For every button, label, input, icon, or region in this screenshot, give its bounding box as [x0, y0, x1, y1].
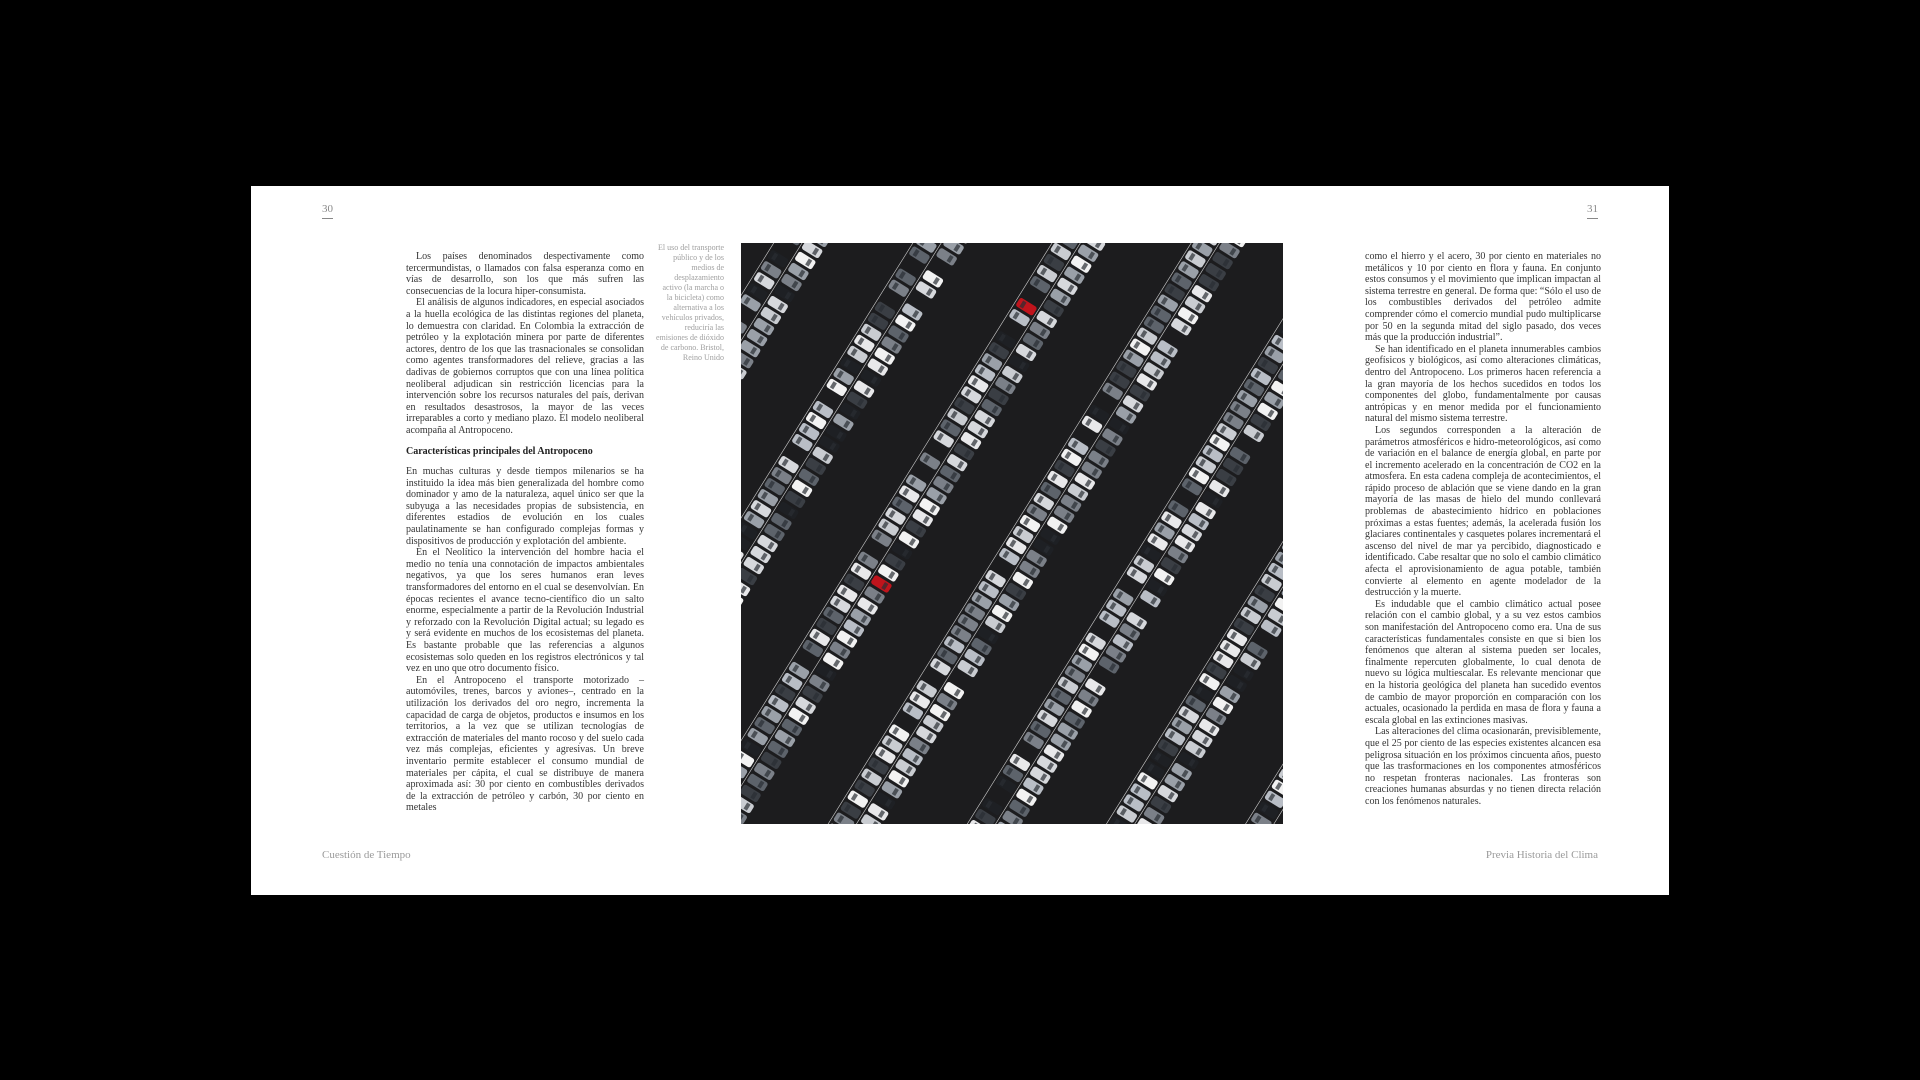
- paragraph: Las alteraciones del clima ocasionarán, previsiblemente, que el 25 por ciento de las especies existentes alcancen esa peligrosa situación en los próximos cincuenta años, puesto que las trasformaciones en los componentes atmosféricos no respetan fronteras nacionales. Las fronteras son creaciones humanas absurdas y no tienen directa relación con los fenómenos naturales.: [1365, 726, 1601, 807]
- page-number-left: 30: [322, 203, 333, 219]
- page-number-right: 31: [1587, 203, 1598, 219]
- paragraph: En muchas culturas y desde tiempos milenarios se ha instituido la idea más bien generalizada del hombre como dominador y amo de la naturaleza, aquel único ser que la subyuga a las necesidades propias de subsistencia, en diferentes estadios de evolución en los cuales paulatinamente se han configurado complejas formas y dispositivos de producción y explotación del ambiente.: [406, 466, 644, 547]
- parking-lot-aerial-photo: [741, 243, 1283, 824]
- paragraph: Es indudable que el cambio climático actual posee relación con el cambio global, y a su vez estos cambios son manifestación del Antropoceno como era. Una de sus características fundamentales consiste en que si bien los fenómenos que alteran al sistema pueden ser locales, finalmente repercuten globalmente, lo cual denota de nuevo su lógica multiescalar. Es relevante mencionar que en la historia geológica del planeta han sucedido eventos de cambio de mayor proporción en comparación con los actuales, ocasionado la perdida en masa de flora y fauna a escala global en las extinciones masivas.: [1365, 598, 1601, 726]
- section-heading: Características principales del Antropoceno: [406, 445, 593, 457]
- paragraph: como el hierro y el acero, 30 por ciento en materiales no metálicos y 10 por ciento en flora y fauna. En conjunto estos consumos y el movimiento que implican impactan al sistema terrestre en general. De forma que: “Sólo el uso de los combustibles derivados del petróleo admite comprender cómo el comercio mundial pudo multiplicarse por 50 en la segunda mitad del siglo pasado, dos veces más que la producción industrial”.: [1365, 251, 1601, 344]
- paragraph: El análisis de algunos indicadores, en especial asociados a la huella ecológica de las distintas regiones del planeta, lo demuestra con claridad. En Colombia la extracción de petróleo y la explotación minera por parte de diferentes actores, dentro de los que las trasnacionales se consolidan como agentes transformadores del relieve, gracias a las dadivas de gobiernos corruptos que con una línea política neoliberal adjudican sin restricción licencias para la intervención sobre los recursos naturales del país, derivan en resultados desastrosos, la mayor de las veces irreparables a corto y mediano plazo. El modelo neoliberal acompaña al Antropoceno.: [406, 297, 644, 436]
- paragraph: En el Neolítico la intervención del hombre hacia el medio no tenía una connotación de impactos ambientales negativos, ya que los seres humanos eran leves transformadores del entorno en el cual se desenvolvían. En épocas recientes el avance tecno-científico dio un salto enorme, especialmente a partir de la Revolución Industrial y reforzado con la Revolución Digital actual; su legado es y será evidente en muchos de los ecosistemas del planeta. Es bastante probable que las referencias a algunos ecosistemas solo queden en los registros electrónicos y tal vez en uno que otro documento físico.: [406, 547, 644, 675]
- paragraph: Los segundos corresponden a la alteración de parámetros atmosféricos e hidro-meteorológicos, así como de variación en el balance de energía global, en parte por el incremento acelerado en la concentración de CO2 en la atmosfera. En esta cadena compleja de acontecimientos, el rápido proceso de ablación que se viene dando en la gran mayoría de las masas de hielo del mundo conllevará problemas de abastecimiento hídrico en poblaciones próximas a estas fuentes; además, la acelerada fusión los glaciares continentales y casquetes polares incrementará el ascenso del nivel de mar ya percibido, diagnosticado e identificado. Cabe resaltar que no solo el cambio climático afecta el aprovisionamiento de agua potable, también convierte al elemento en agente modelador de la destrucción y la muerte.: [1365, 424, 1601, 599]
- right-text-column: [1365, 251, 1601, 808]
- footer-chapter-title: Previa Historia del Clima: [1485, 849, 1598, 861]
- photo-caption: El uso del transporte público y de los medios de desplazamiento activo (la marcha o la bicicleta) como alternativa a los vehículos privados, reduciría las emisiones de dióxido de carbono. Bristol, Reino Unido: [656, 243, 724, 362]
- paragraph: Los países denominados despectivamente como tercermundistas, o llamados con falsa esperanza como en vías de desarrollo, son los que más sufren las consecuencias de la locura hiper-consumista.: [406, 251, 644, 297]
- left-text-column: [406, 251, 644, 814]
- book-spread: [251, 186, 1669, 895]
- footer-book-title: Cuestión de Tiempo: [322, 849, 411, 861]
- parking-lot-illustration: [741, 243, 1283, 824]
- paragraph: En el Antropoceno el transporte motorizado –automóviles, trenes, barcos y aviones–, centrado en la utilización los derivados del oro negro, incrementa la capacidad de carga de objetos, productos e insumos en los territorios, a la vez que se utilizan tecnologías de extracción de materiales del manto rocoso y del suelo cada vez más complejas, eficientes y agresivas. Un breve inventario permite establecer el consumo mundial de materiales per cápita, el cual se distribuye de manera aproximada así: 30 por ciento en combustibles derivados de la extracción de petróleo y carbón, 30 por ciento en metales: [406, 674, 644, 814]
- paragraph: Se han identificado en el planeta innumerables cambios geofísicos y biológicos, así como alteraciones climáticas, dentro del Antropoceno. Los primeros hacen referencia a la gran mayoría de los hechos sucedidos en todos los componentes del globo, fundamentalmente por causas antrópicas y en menor medida por el funcionamiento natural del mismo sistema terrestre.: [1365, 343, 1601, 425]
